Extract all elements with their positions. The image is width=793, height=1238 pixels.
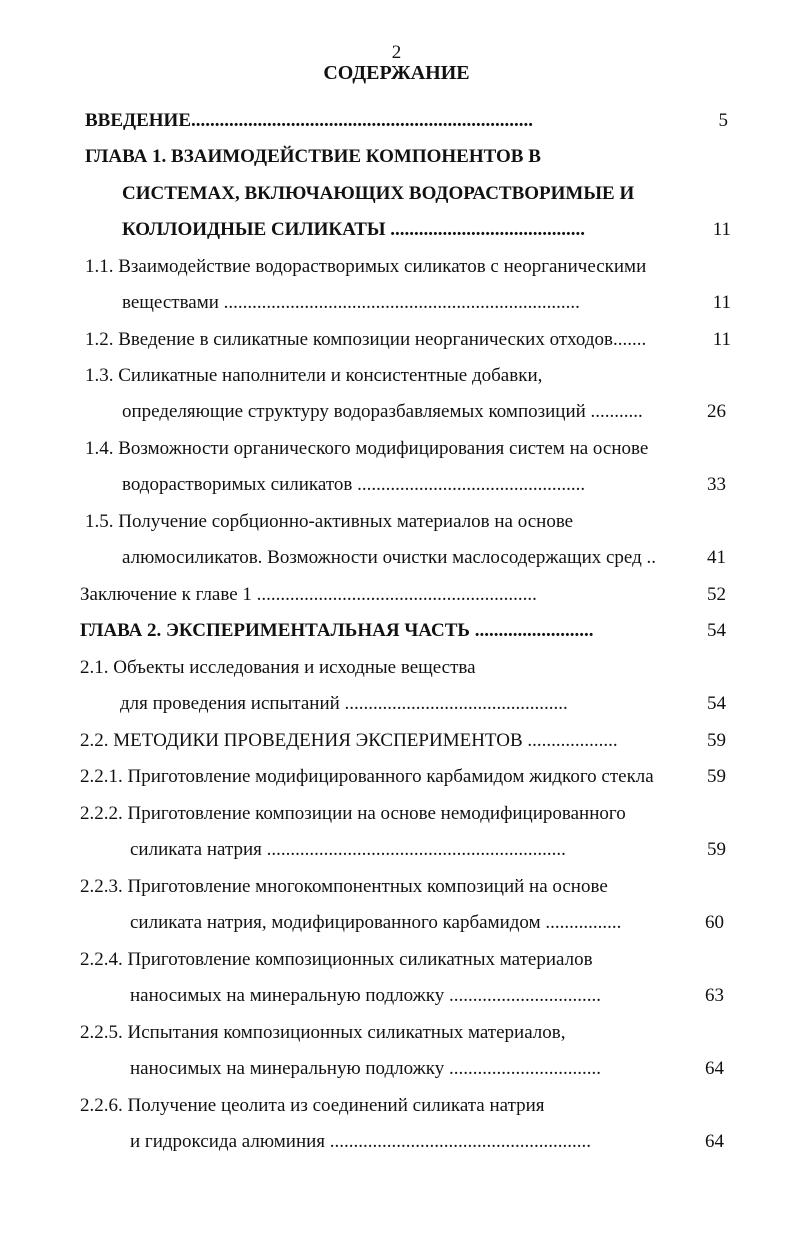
toc-entry-2-2-6-cont: и гидроксида алюминия ....................................................... [130, 1131, 592, 1152]
toc-entry-chapter-1: ГЛАВА 1. ВЗАИМОДЕЙСТВИЕ КОМПОНЕНТОВ В [85, 146, 541, 167]
toc-entry-1-3: 1.3. Силикатные наполнители и консистентные добавки, [85, 365, 543, 386]
toc-entry-1-5: 1.5. Получение сорбционно-активных материалов на основе [85, 511, 574, 532]
toc-entry-2-2-2: 2.2.2. Приготовление композиции на основе немодифицированного [80, 803, 626, 824]
toc-page-number: 54 [707, 693, 726, 714]
toc-entry-chapter-1-cont: СИСТЕМАХ, ВКЛЮЧАЮЩИХ ВОДОРАСТВОРИМЫЕ И [122, 183, 635, 204]
page-title: СОДЕРЖАНИЕ [323, 62, 470, 84]
toc-page-number: 59 [707, 730, 726, 751]
toc-entry-chapter-2: ГЛАВА 2. ЭКСПЕРИМЕНТАЛЬНАЯ ЧАСТЬ ......................... [80, 620, 594, 641]
toc-page-number: 60 [705, 912, 724, 933]
toc-page-number: 59 [707, 766, 726, 787]
toc-page-number: 26 [707, 401, 726, 422]
toc-entry-2-1: 2.1. Объекты исследования и исходные вещества [80, 657, 476, 678]
toc-entry-2-2-3-cont: силиката натрия, модифицированного карбамидом ................ [130, 912, 622, 933]
toc-entry-2-2-4: 2.2.4. Приготовление композиционных силикатных материалов [80, 949, 593, 970]
toc-entry-2-2-2-cont: силиката натрия ............................................................... [130, 839, 566, 860]
toc-page-number: 11 [712, 329, 731, 350]
toc-entry-1-2: 1.2. Введение в силикатные композиции неорганических отходов....... [85, 329, 647, 350]
toc-page-number: 63 [705, 985, 724, 1006]
toc-entry-1-4: 1.4. Возможности органического модифицирования систем на основе [85, 438, 649, 459]
toc-entry-1-5-cont: алюмосиликатов. Возможности очистки маслосодержащих сред .. [122, 547, 657, 568]
toc-page-number: 33 [707, 474, 726, 495]
toc-entry-2-1-cont: для проведения испытаний ............................................... [120, 693, 568, 714]
toc-entry-2-2: 2.2. МЕТОДИКИ ПРОВЕДЕНИЯ ЭКСПЕРИМЕНТОВ ................... [80, 730, 618, 751]
page-number: 2 [391, 42, 402, 63]
toc-page-number: 5 [718, 110, 728, 131]
toc-entry-1-1-cont: веществами ........................................................................... [122, 292, 580, 313]
toc-page-number: 64 [705, 1131, 724, 1152]
toc-entry-2-2-5: 2.2.5. Испытания композиционных силикатных материалов, [80, 1022, 566, 1043]
toc-entry-2-2-6: 2.2.6. Получение цеолита из соединений силиката натрия [80, 1095, 545, 1116]
toc-page-number: 41 [707, 547, 726, 568]
toc-page-number: 52 [707, 584, 726, 605]
toc-entry-2-2-3: 2.2.3. Приготовление многокомпонентных композиций на основе [80, 876, 608, 897]
toc-page-number: 54 [707, 620, 726, 641]
toc-entry-conclusion-1: Заключение к главе 1 ........................................................... [80, 584, 537, 605]
toc-page-number: 11 [712, 219, 731, 240]
toc-entry-1-1: 1.1. Взаимодействие водорастворимых силикатов с неорганическими [85, 256, 647, 277]
toc-page-number: 64 [705, 1058, 724, 1079]
toc-entry-2-2-5-cont: наносимых на минеральную подложку ................................ [130, 1058, 602, 1079]
toc-entry-2-2-4-cont: наносимых на минеральную подложку ................................ [130, 985, 602, 1006]
toc-entry-intro: ВВЕДЕНИЕ........................................................................ [85, 110, 533, 131]
toc-entry-1-3-cont: определяющие структуру водоразбавляемых композиций ........... [122, 401, 643, 422]
toc-entry-chapter-1-cont: КОЛЛОИДНЫЕ СИЛИКАТЫ ......................................... [122, 219, 586, 240]
toc-entry-1-4-cont: водорастворимых силикатов ................................................ [122, 474, 586, 495]
toc-page-number: 59 [707, 839, 726, 860]
toc-entry-2-2-1: 2.2.1. Приготовление модифицированного карбамидом жидкого стекла [80, 766, 654, 787]
toc-page-number: 11 [712, 292, 731, 313]
